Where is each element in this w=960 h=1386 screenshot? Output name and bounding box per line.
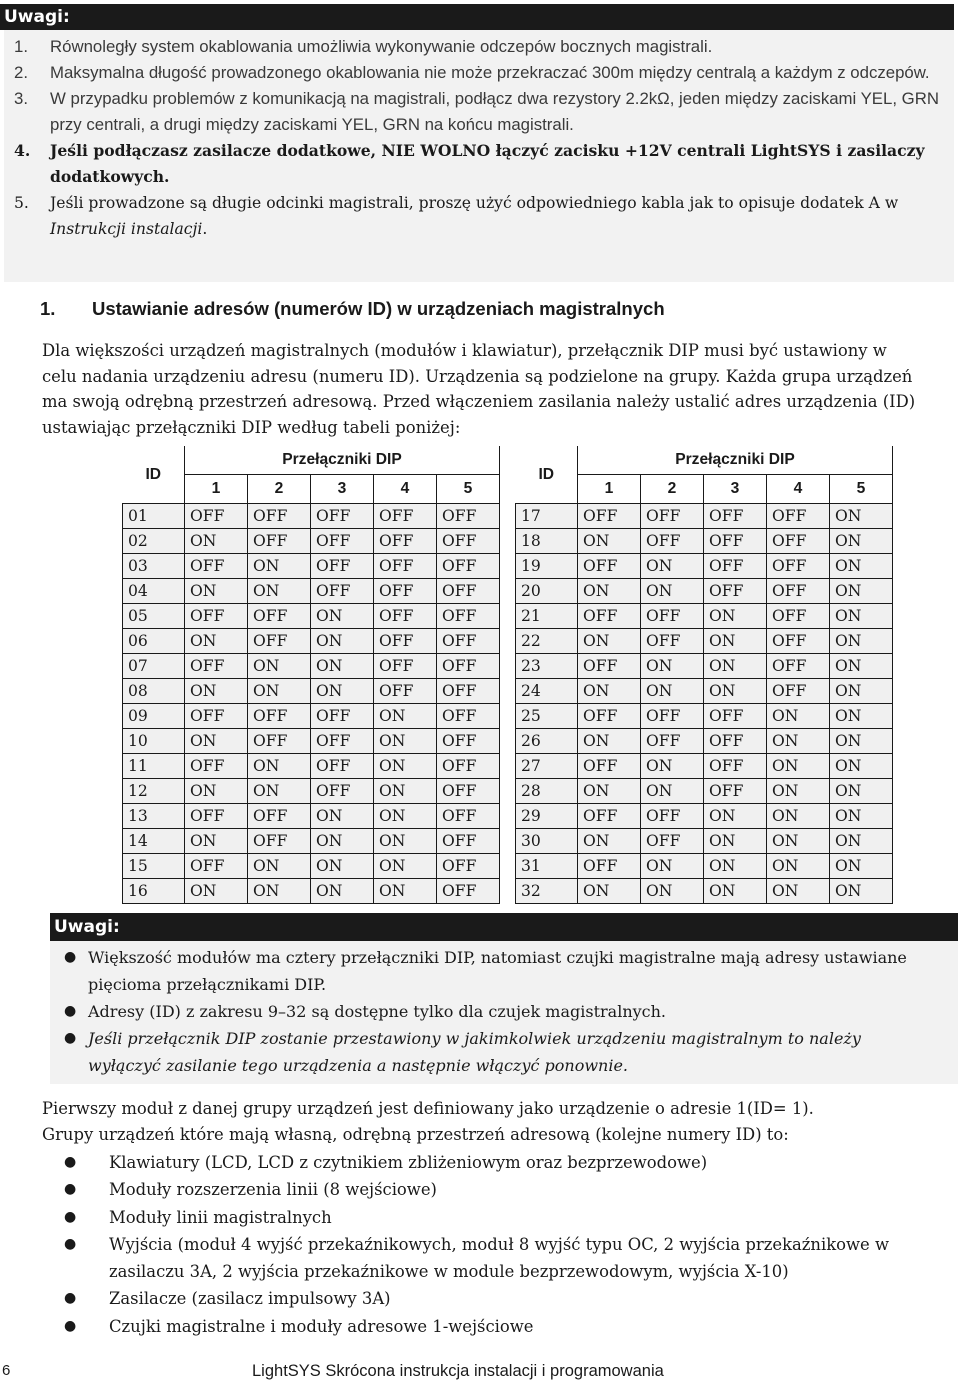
bullet-icon: ●: [64, 1030, 77, 1046]
switch-cell: ON: [767, 804, 830, 829]
switch-cell: ON: [830, 679, 893, 704]
switch-cell: OFF: [311, 554, 374, 579]
id-cell: 31: [516, 854, 578, 879]
id-cell: 25: [516, 704, 578, 729]
group-item: [62, 1176, 952, 1203]
switch-cell: OFF: [767, 554, 830, 579]
switch-cell: OFF: [767, 679, 830, 704]
switch-cell: OFF: [311, 579, 374, 604]
switch-cell: ON: [374, 729, 437, 754]
id-cell: 24: [516, 679, 578, 704]
switch-cell: OFF: [437, 879, 500, 904]
note-item: [14, 34, 954, 60]
table-row: [516, 729, 893, 754]
switch-cell: ON: [641, 854, 704, 879]
switch-cell: ON: [830, 579, 893, 604]
switch-cell: ON: [374, 704, 437, 729]
id-cell: 30: [516, 829, 578, 854]
switch-cell: OFF: [641, 529, 704, 554]
notes-top-list: [14, 34, 954, 242]
switch-cell: ON: [704, 829, 767, 854]
switch-cell: ON: [830, 529, 893, 554]
switch-label: 4: [767, 475, 830, 504]
id-cell: 15: [123, 854, 185, 879]
table-row: [123, 554, 500, 579]
switch-cell: OFF: [185, 704, 248, 729]
switch-cell: OFF: [437, 729, 500, 754]
note-number: 2.: [14, 63, 28, 82]
note-item: [14, 138, 954, 190]
switch-cell: ON: [311, 879, 374, 904]
switch-cell: OFF: [437, 504, 500, 529]
table-row: [516, 704, 893, 729]
switch-cell: OFF: [704, 729, 767, 754]
switch-cell: OFF: [185, 604, 248, 629]
switch-cell: OFF: [437, 579, 500, 604]
table-row: [123, 804, 500, 829]
switch-cell: ON: [830, 804, 893, 829]
switch-cell: ON: [374, 879, 437, 904]
switch-cell: OFF: [248, 504, 311, 529]
switch-cell: OFF: [578, 504, 641, 529]
bullet-icon: ●: [64, 1003, 77, 1019]
id-cell: 10: [123, 729, 185, 754]
switch-cell: ON: [311, 604, 374, 629]
switch-label: 5: [830, 475, 893, 504]
switch-cell: ON: [767, 779, 830, 804]
switch-cell: ON: [767, 729, 830, 754]
table-row: [123, 854, 500, 879]
switch-cell: ON: [830, 829, 893, 854]
id-cell: 22: [516, 629, 578, 654]
note-bullet-item: [62, 1025, 922, 1079]
switch-cell: OFF: [185, 854, 248, 879]
id-cell: 19: [516, 554, 578, 579]
switch-cell: OFF: [248, 529, 311, 554]
id-header: ID: [123, 446, 185, 504]
switch-cell: ON: [704, 879, 767, 904]
switch-cell: OFF: [185, 754, 248, 779]
switch-cell: ON: [830, 754, 893, 779]
switch-cell: OFF: [437, 754, 500, 779]
bullet-icon: ●: [64, 1181, 77, 1198]
bullet-icon: ●: [64, 1317, 77, 1334]
switch-cell: OFF: [185, 504, 248, 529]
group-item: [62, 1204, 952, 1231]
switch-cell: ON: [830, 654, 893, 679]
switch-cell: ON: [248, 779, 311, 804]
switch-cell: OFF: [437, 654, 500, 679]
switch-cell: OFF: [767, 529, 830, 554]
switch-cell: ON: [830, 504, 893, 529]
switch-cell: ON: [641, 654, 704, 679]
switch-cell: ON: [830, 854, 893, 879]
switch-cell: OFF: [578, 604, 641, 629]
switch-cell: OFF: [248, 804, 311, 829]
table-row: [123, 604, 500, 629]
switch-cell: OFF: [437, 679, 500, 704]
switch-cell: ON: [248, 879, 311, 904]
switch-cell: OFF: [641, 604, 704, 629]
switch-cell: ON: [248, 754, 311, 779]
switch-cell: OFF: [311, 504, 374, 529]
table-row: [516, 629, 893, 654]
id-cell: 17: [516, 504, 578, 529]
id-cell: 05: [123, 604, 185, 629]
switch-label: 2: [248, 475, 311, 504]
note-text-italic: Instrukcji instalacji: [50, 220, 203, 238]
switch-cell: ON: [374, 854, 437, 879]
note-bullet-text: Większość modułów ma cztery przełączniki DIP, natomiast czujki magistralne mają adresy ustawiane pięcioma przełącznikami DIP.: [88, 948, 907, 994]
switch-cell: OFF: [704, 554, 767, 579]
switch-cell: ON: [830, 629, 893, 654]
switch-cell: ON: [767, 754, 830, 779]
table-row: [516, 804, 893, 829]
switch-cell: OFF: [248, 729, 311, 754]
switch-cell: ON: [311, 629, 374, 654]
switch-cell: ON: [704, 804, 767, 829]
switch-cell: ON: [248, 854, 311, 879]
switch-label: 2: [641, 475, 704, 504]
switch-cell: ON: [830, 879, 893, 904]
switch-cell: ON: [830, 704, 893, 729]
table-row: [516, 604, 893, 629]
table-row: [123, 654, 500, 679]
page-number: 6: [2, 1362, 11, 1379]
switch-cell: OFF: [374, 654, 437, 679]
group-text: Czujki magistralne i moduły adresowe 1-wejściowe: [109, 1316, 534, 1336]
switch-cell: OFF: [704, 704, 767, 729]
note-bullet-text: Jeśli przełącznik DIP zostanie przestawiony w jakimkolwiek urządzeniu magistralnym to należy wyłączyć zasilanie tego urządzenia a następnie włączyć ponownie.: [88, 1029, 861, 1075]
switch-label: 1: [578, 475, 641, 504]
table-row: [123, 504, 500, 529]
switch-cell: ON: [185, 529, 248, 554]
section-intro: Dla większości urządzeń magistralnych (modułów i klawiatur), przełącznik DIP musi być ustawiony w celu nadania urządzeniu adresu (numeru ID). Urządzenia są podzielone na grupy. Każda grupa urządzeń ma swoją odrębną przestrzeń adresową. Przed włączeniem zasilania należy ustalić adres urządzenia (ID) ustawiając przełączniki DIP według tabeli poniżej:: [42, 341, 916, 437]
switch-cell: OFF: [311, 779, 374, 804]
switch-cell: ON: [641, 679, 704, 704]
switch-cell: ON: [185, 879, 248, 904]
switch-cell: OFF: [767, 579, 830, 604]
switch-cell: ON: [641, 754, 704, 779]
group-item: [62, 1313, 952, 1340]
switch-cell: OFF: [767, 504, 830, 529]
id-cell: 23: [516, 654, 578, 679]
id-cell: 02: [123, 529, 185, 554]
switch-cell: ON: [641, 554, 704, 579]
switch-cell: OFF: [437, 554, 500, 579]
id-cell: 08: [123, 679, 185, 704]
switch-cell: OFF: [641, 729, 704, 754]
table-row: [516, 554, 893, 579]
table-row: [516, 754, 893, 779]
switch-cell: OFF: [374, 604, 437, 629]
switch-cell: OFF: [437, 804, 500, 829]
bullet-icon: ●: [64, 1154, 77, 1170]
switch-cell: ON: [704, 629, 767, 654]
switch-cell: ON: [767, 829, 830, 854]
switch-cell: ON: [374, 804, 437, 829]
switch-cell: ON: [578, 679, 641, 704]
switch-cell: OFF: [185, 654, 248, 679]
switch-cell: ON: [185, 779, 248, 804]
switch-cell: OFF: [185, 804, 248, 829]
group-text: Moduły linii magistralnych: [109, 1207, 332, 1227]
switch-cell: ON: [374, 779, 437, 804]
id-cell: 12: [123, 779, 185, 804]
switch-cell: OFF: [767, 654, 830, 679]
group-text: Zasilacze (zasilacz impulsowy 3A): [109, 1289, 391, 1309]
switch-cell: OFF: [578, 854, 641, 879]
table-row: [123, 529, 500, 554]
id-cell: 06: [123, 629, 185, 654]
switch-cell: OFF: [641, 504, 704, 529]
switch-cell: OFF: [578, 754, 641, 779]
switch-cell: ON: [185, 829, 248, 854]
note-text: Jeśli prowadzone są długie odcinki magistrali, proszę użyć odpowiedniego kabla jak to opisuje dodatek A w: [50, 194, 899, 212]
switch-cell: ON: [185, 579, 248, 604]
id-cell: 01: [123, 504, 185, 529]
table-row: [516, 579, 893, 604]
bullet-icon: ●: [64, 1208, 77, 1225]
note-text: Maksymalna długość prowadzonego okablowania nie może przekraczać 300m między centralą a każdym z odczepów.: [50, 63, 930, 82]
note-number: 3.: [14, 89, 28, 108]
note-item: [14, 60, 954, 86]
id-cell: 20: [516, 579, 578, 604]
switch-cell: OFF: [704, 504, 767, 529]
switch-cell: OFF: [641, 704, 704, 729]
switch-cell: OFF: [248, 629, 311, 654]
switch-cell: OFF: [704, 754, 767, 779]
notes-bottom-list: [62, 944, 922, 1079]
switch-cell: OFF: [374, 579, 437, 604]
switch-cell: ON: [830, 554, 893, 579]
switch-cell: OFF: [437, 704, 500, 729]
switch-cell: OFF: [641, 829, 704, 854]
table-row: [516, 679, 893, 704]
switch-cell: OFF: [437, 854, 500, 879]
table-row: [516, 654, 893, 679]
switch-cell: OFF: [704, 529, 767, 554]
switch-cell: ON: [704, 604, 767, 629]
note-text: Równoległy system okablowania umożliwia wykonywanie odczepów bocznych magistrali.: [50, 37, 713, 56]
switch-label: 3: [311, 475, 374, 504]
switch-label: 3: [704, 475, 767, 504]
switch-cell: ON: [578, 579, 641, 604]
switch-cell: ON: [185, 629, 248, 654]
switch-cell: ON: [185, 679, 248, 704]
switch-cell: ON: [767, 879, 830, 904]
dip-table-left: [122, 446, 500, 904]
switch-cell: OFF: [641, 804, 704, 829]
switch-cell: ON: [248, 679, 311, 704]
switch-cell: ON: [248, 654, 311, 679]
switch-cell: ON: [311, 679, 374, 704]
note-bullet-item: [62, 944, 922, 998]
switch-cell: ON: [704, 854, 767, 879]
table-row: [123, 629, 500, 654]
note-text: W przypadku problemów z komunikacją na magistrali, podłącz dwa rezystory 2.2kΩ, jeden między zaciskami YEL, GRN przy centrali, a drugi między zaciskami YEL, GRN na końcu magistrali.: [50, 89, 939, 134]
table-row: [123, 579, 500, 604]
switch-cell: ON: [311, 854, 374, 879]
switch-cell: ON: [830, 779, 893, 804]
id-cell: 14: [123, 829, 185, 854]
body-line-1: Pierwszy moduł z danej grupy urządzeń jest definiowany jako urządzenie o adresie 1(ID= 1).: [42, 1099, 814, 1118]
switch-cell: ON: [830, 604, 893, 629]
switch-cell: OFF: [578, 554, 641, 579]
switch-cell: OFF: [437, 829, 500, 854]
group-item: [62, 1149, 952, 1176]
table-row: [516, 779, 893, 804]
switch-label: 1: [185, 475, 248, 504]
table-row: [516, 854, 893, 879]
switch-cell: OFF: [374, 629, 437, 654]
switch-cell: OFF: [311, 729, 374, 754]
switch-cell: ON: [374, 829, 437, 854]
dip-header: Przełączniki DIP: [185, 446, 500, 475]
switch-cell: OFF: [311, 754, 374, 779]
switch-cell: ON: [704, 679, 767, 704]
group-text: Wyjścia (moduł 4 wyjść przekaźnikowych, moduł 8 wyjść typu OC, 2 wyjścia przekaźnikowe w zasilaczu 3A, 2 wyjścia przekaźnikowe w module bezprzewodowym, wyjścia X-10): [109, 1234, 889, 1282]
table-row: [123, 754, 500, 779]
id-cell: 21: [516, 604, 578, 629]
switch-cell: OFF: [578, 804, 641, 829]
note-text-end: .: [202, 220, 208, 238]
switch-cell: OFF: [767, 604, 830, 629]
bullet-icon: ●: [64, 1290, 77, 1307]
switch-cell: OFF: [374, 504, 437, 529]
table-row: [123, 704, 500, 729]
note-number: 1.: [14, 37, 28, 56]
switch-cell: OFF: [248, 604, 311, 629]
switch-cell: ON: [578, 629, 641, 654]
footer-doc-title: LightSYS Skrócona instrukcja instalacji i programowania: [252, 1362, 664, 1380]
switch-cell: ON: [311, 654, 374, 679]
switch-cell: ON: [311, 829, 374, 854]
id-header: ID: [516, 446, 578, 504]
switch-cell: ON: [641, 579, 704, 604]
table-row: [123, 679, 500, 704]
switch-cell: ON: [185, 729, 248, 754]
id-cell: 04: [123, 579, 185, 604]
notes-bottom-title: Uwagi:: [50, 913, 958, 941]
group-list: [62, 1149, 952, 1340]
group-text: Klawiatury (LCD, LCD z czytnikiem zbliżeniowym oraz bezprzewodowe): [109, 1153, 708, 1172]
switch-cell: ON: [641, 779, 704, 804]
note-item: [14, 86, 954, 138]
switch-cell: OFF: [248, 704, 311, 729]
id-cell: 09: [123, 704, 185, 729]
table-row: [123, 729, 500, 754]
switch-label: 5: [437, 475, 500, 504]
note-bullet-item: [62, 998, 922, 1025]
switch-cell: ON: [578, 829, 641, 854]
id-cell: 28: [516, 779, 578, 804]
table-row: [516, 829, 893, 854]
switch-cell: OFF: [578, 654, 641, 679]
switch-cell: ON: [374, 754, 437, 779]
table-row: [123, 829, 500, 854]
switch-cell: OFF: [437, 779, 500, 804]
body-line-2: Grupy urządzeń które mają własną, odrębną przestrzeń adresową (kolejne numery ID) to:: [42, 1125, 789, 1144]
note-number: 5.: [14, 194, 29, 212]
table-row: [516, 504, 893, 529]
id-cell: 11: [123, 754, 185, 779]
switch-cell: ON: [248, 579, 311, 604]
notes-top-title: Uwagi:: [0, 4, 954, 30]
id-cell: 18: [516, 529, 578, 554]
switch-cell: ON: [704, 654, 767, 679]
switch-cell: ON: [578, 779, 641, 804]
switch-cell: ON: [830, 729, 893, 754]
switch-cell: OFF: [437, 529, 500, 554]
id-cell: 13: [123, 804, 185, 829]
id-cell: 07: [123, 654, 185, 679]
id-cell: 27: [516, 754, 578, 779]
bullet-icon: ●: [64, 949, 77, 965]
section-title: Ustawianie adresów (numerów ID) w urządzeniach magistralnych: [92, 298, 665, 319]
id-cell: 32: [516, 879, 578, 904]
switch-cell: ON: [767, 704, 830, 729]
table-row: [516, 529, 893, 554]
table-row: [516, 879, 893, 904]
switch-cell: ON: [578, 729, 641, 754]
group-text: Moduły rozszerzenia linii (8 wejściowe): [109, 1180, 437, 1200]
switch-cell: ON: [311, 804, 374, 829]
id-cell: 03: [123, 554, 185, 579]
switch-cell: OFF: [578, 704, 641, 729]
switch-cell: ON: [578, 879, 641, 904]
bullet-icon: ●: [64, 1235, 77, 1252]
group-item: [62, 1285, 952, 1312]
dip-header: Przełączniki DIP: [578, 446, 893, 475]
switch-cell: ON: [578, 529, 641, 554]
table-row: [123, 879, 500, 904]
switch-cell: OFF: [185, 554, 248, 579]
switch-cell: OFF: [641, 629, 704, 654]
section-heading: [40, 298, 665, 320]
switch-cell: OFF: [311, 704, 374, 729]
switch-cell: OFF: [374, 554, 437, 579]
note-bullet-text: Adresy (ID) z zakresu 9–32 są dostępne tylko dla czujek magistralnych.: [88, 1002, 667, 1021]
switch-cell: OFF: [767, 629, 830, 654]
group-item: [62, 1231, 952, 1286]
switch-label: 4: [374, 475, 437, 504]
id-cell: 16: [123, 879, 185, 904]
note-item: [14, 190, 954, 242]
switch-cell: OFF: [248, 829, 311, 854]
switch-cell: OFF: [311, 529, 374, 554]
switch-cell: OFF: [437, 604, 500, 629]
id-cell: 29: [516, 804, 578, 829]
switch-cell: ON: [641, 879, 704, 904]
switch-cell: ON: [248, 554, 311, 579]
table-row: [123, 779, 500, 804]
switch-cell: OFF: [374, 529, 437, 554]
dip-table-right: [515, 446, 893, 904]
switch-cell: OFF: [374, 679, 437, 704]
note-text: Jeśli podłączasz zasilacze dodatkowe, NIE WOLNO łączyć zacisku +12V centrali LightSYS i zasilaczy dodatkowych.: [50, 141, 925, 186]
switch-cell: OFF: [704, 579, 767, 604]
switch-cell: OFF: [437, 629, 500, 654]
switch-cell: OFF: [704, 779, 767, 804]
switch-cell: ON: [767, 854, 830, 879]
id-cell: 26: [516, 729, 578, 754]
section-number: 1.: [40, 298, 56, 319]
note-number: 4.: [14, 141, 31, 160]
